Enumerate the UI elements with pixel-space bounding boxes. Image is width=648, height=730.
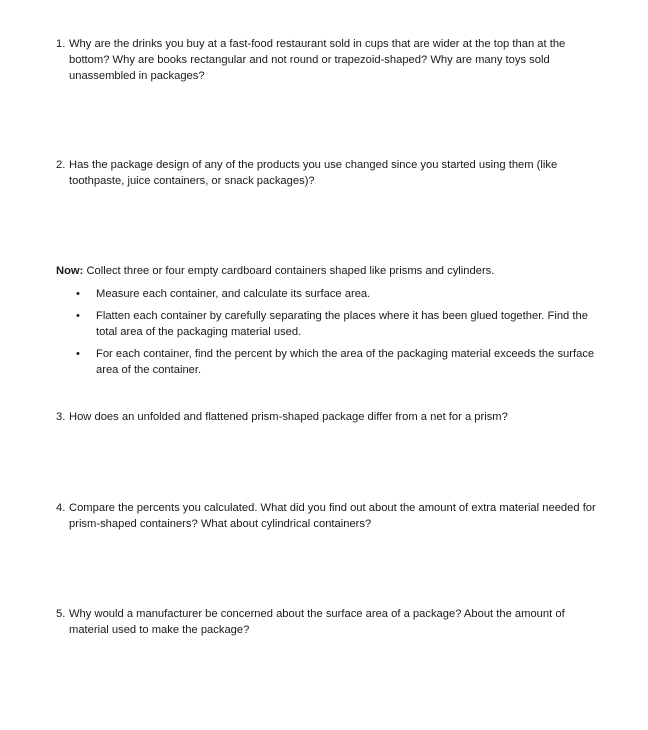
now-intro-text: Collect three or four empty cardboard containers shaped like prisms and cylinders. [86, 265, 495, 277]
question-number: 1. [56, 38, 66, 50]
bullet-icon: • [76, 348, 80, 360]
question-5 [56, 606, 596, 638]
now-heading [56, 263, 596, 279]
activity-step [56, 308, 596, 340]
activity-step-text: Measure each container, and calculate its surface area. [96, 288, 371, 300]
question-number: 4. [56, 502, 66, 514]
question-text: Compare the percents you calculated. What did you find out about the amount of extra material needed for prism-shaped containers? What about cylindrical containers? [69, 502, 596, 530]
question-text: Why are the drinks you buy at a fast-food restaurant sold in cups that are wider at the top than at the bottom? Why are books rectangular and not round or trapezoid-shaped? Why are many toys sold unassembled in packages? [69, 38, 566, 82]
activity-step-text: Flatten each container by carefully separating the places where it has been glued together. Find the total area of the packaging material used. [96, 310, 588, 338]
question-3 [56, 409, 596, 425]
question-4 [56, 500, 596, 532]
question-1 [56, 36, 596, 84]
bullet-icon: • [76, 310, 80, 322]
question-text: How does an unfolded and flattened prism-shaped package differ from a net for a prism? [69, 411, 508, 423]
activity-step [56, 286, 596, 302]
question-2 [56, 157, 596, 189]
bullet-icon: • [76, 288, 80, 300]
activity-step [56, 346, 596, 378]
activity-step-text: For each container, find the percent by which the area of the packaging material exceeds the surface area of the container. [96, 348, 595, 376]
question-number: 2. [56, 159, 66, 171]
now-label: Now: [56, 265, 84, 277]
question-text: Why would a manufacturer be concerned about the surface area of a package? About the amount of material used to make the package? [69, 608, 565, 636]
question-number: 3. [56, 411, 66, 423]
now-activity-section [56, 263, 596, 384]
activity-steps-list [56, 286, 596, 378]
question-text: Has the package design of any of the products you use changed since you started using them (like toothpaste, juice containers, or snack packages)? [69, 159, 558, 187]
question-number: 5. [56, 608, 66, 620]
